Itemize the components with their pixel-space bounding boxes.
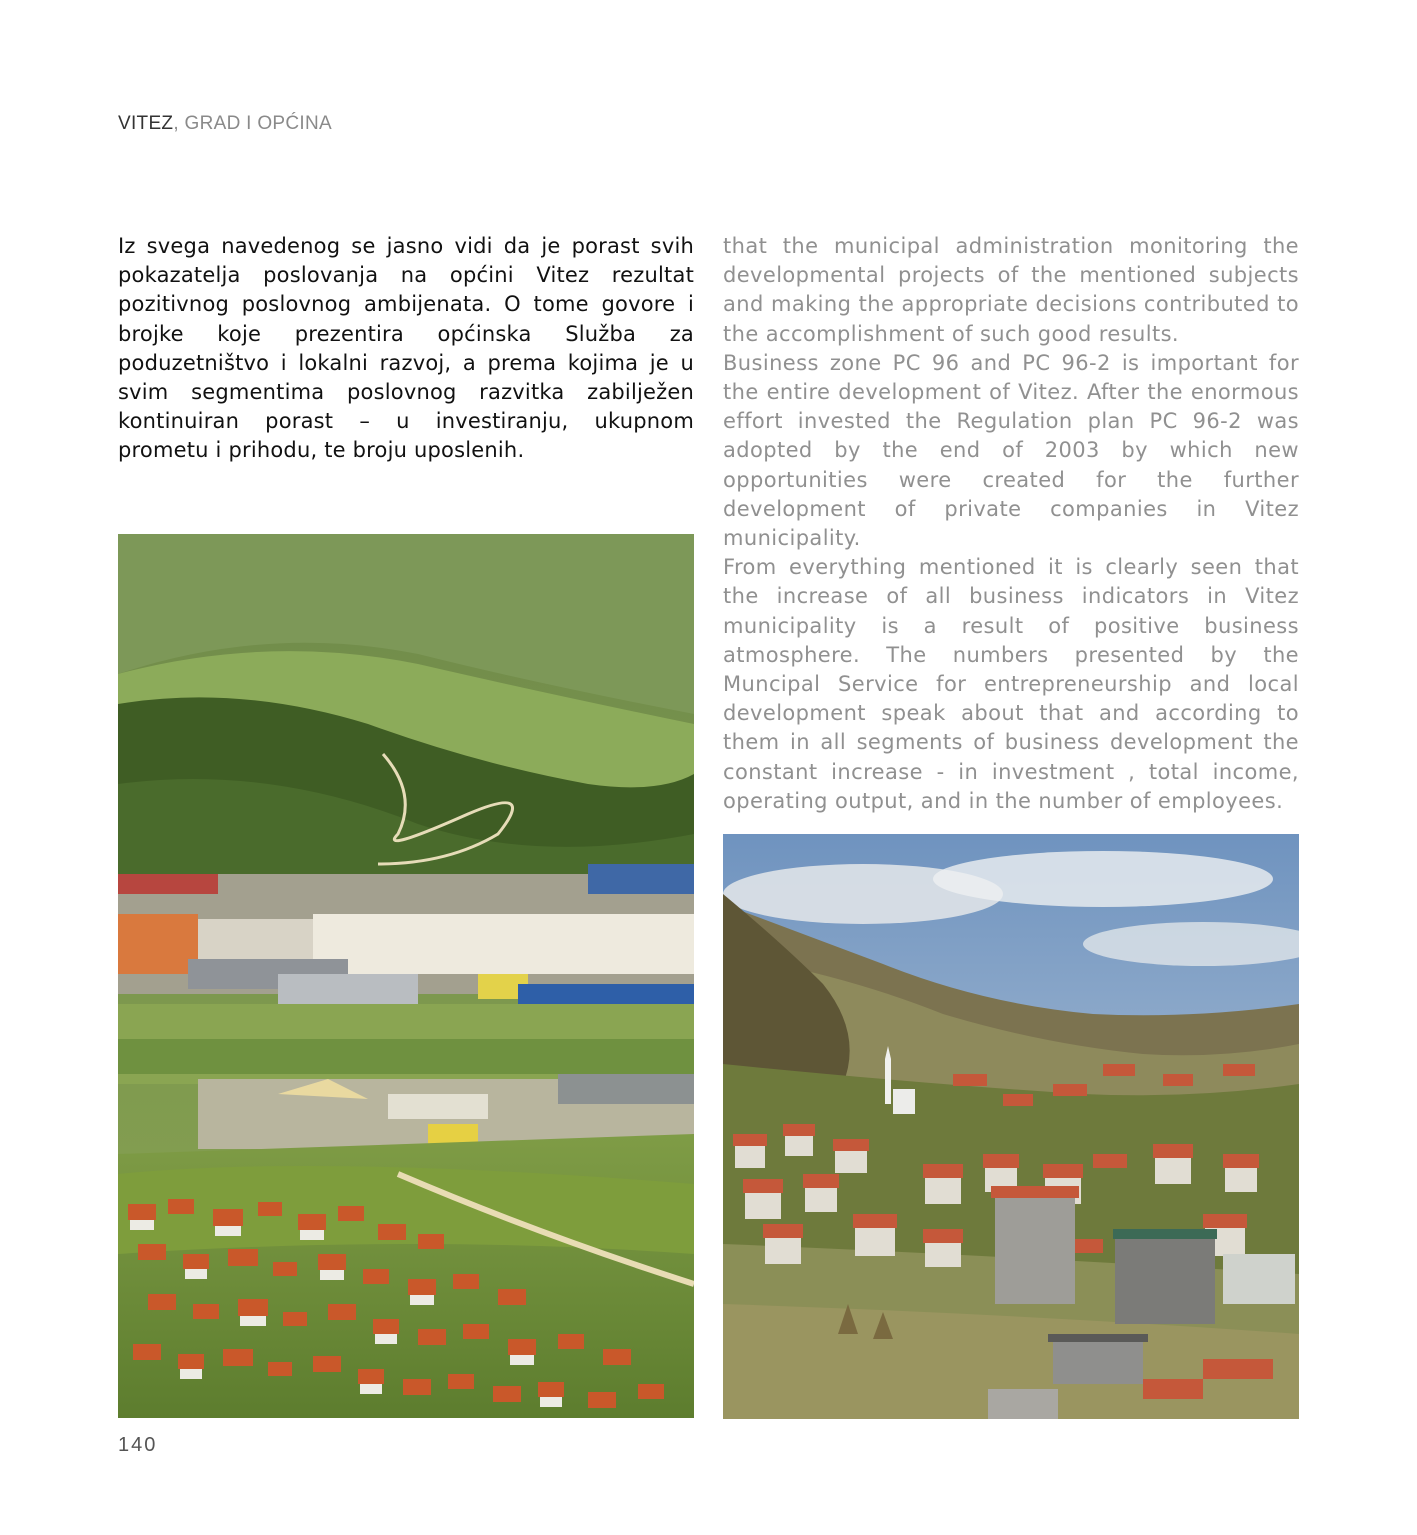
right-text-column [723,232,1299,816]
header-title-strong: VITEZ [118,113,174,134]
hillside-village-photo [723,834,1299,1419]
english-paragraph-3: From everything mentioned it is clearly seen that the increase of all business indicators in Vitez municipality is a result of positive business atmosphere. The numbers presented by the Muncipal Service for entrepreneurship and local development speak about that and according to them in all segments of business development the constant increase - in investment , total income, operating output, and in the number of employees. [723,555,1299,813]
bosnian-paragraph: Iz svega navedenog se jasno vidi da je porast svih pokazatelja poslovanja na općini Vitez rezultat pozitivnog poslovnog ambijenata. O tome govore i brojke koje prezentira općinska Služba za poduzetništvo i lokalni razvoj, a prema kojima je u svim segmentima poslovnog razvitka zabilježen kontinuiran porast – u investiranju, ukupnom prometu i prihodu, te broju uposlenih. [118,234,694,463]
english-paragraph-1: that the municipal administration monitoring the developmental projects of the mentioned subjects and making the appropriate decisions contributed to the accomplishment of such good results. [723,234,1299,346]
running-header [118,113,332,135]
hillside-village-illustration [723,834,1299,1419]
business-zone-photo [118,534,694,1418]
left-text-column [118,232,694,466]
english-paragraph-2: Business zone PC 96 and PC 96-2 is important for the entire development of Vitez. After the enormous effort invested the Regulation plan PC 96-2 was adopted by the end of 2003 by which new opportunities were created for the further development of private companies in Vitez municipality. [723,350,1299,551]
business-zone-illustration [118,534,694,1418]
header-title-rest: , GRAD I OPĆINA [173,113,332,134]
page-number: 140 [118,1434,158,1456]
